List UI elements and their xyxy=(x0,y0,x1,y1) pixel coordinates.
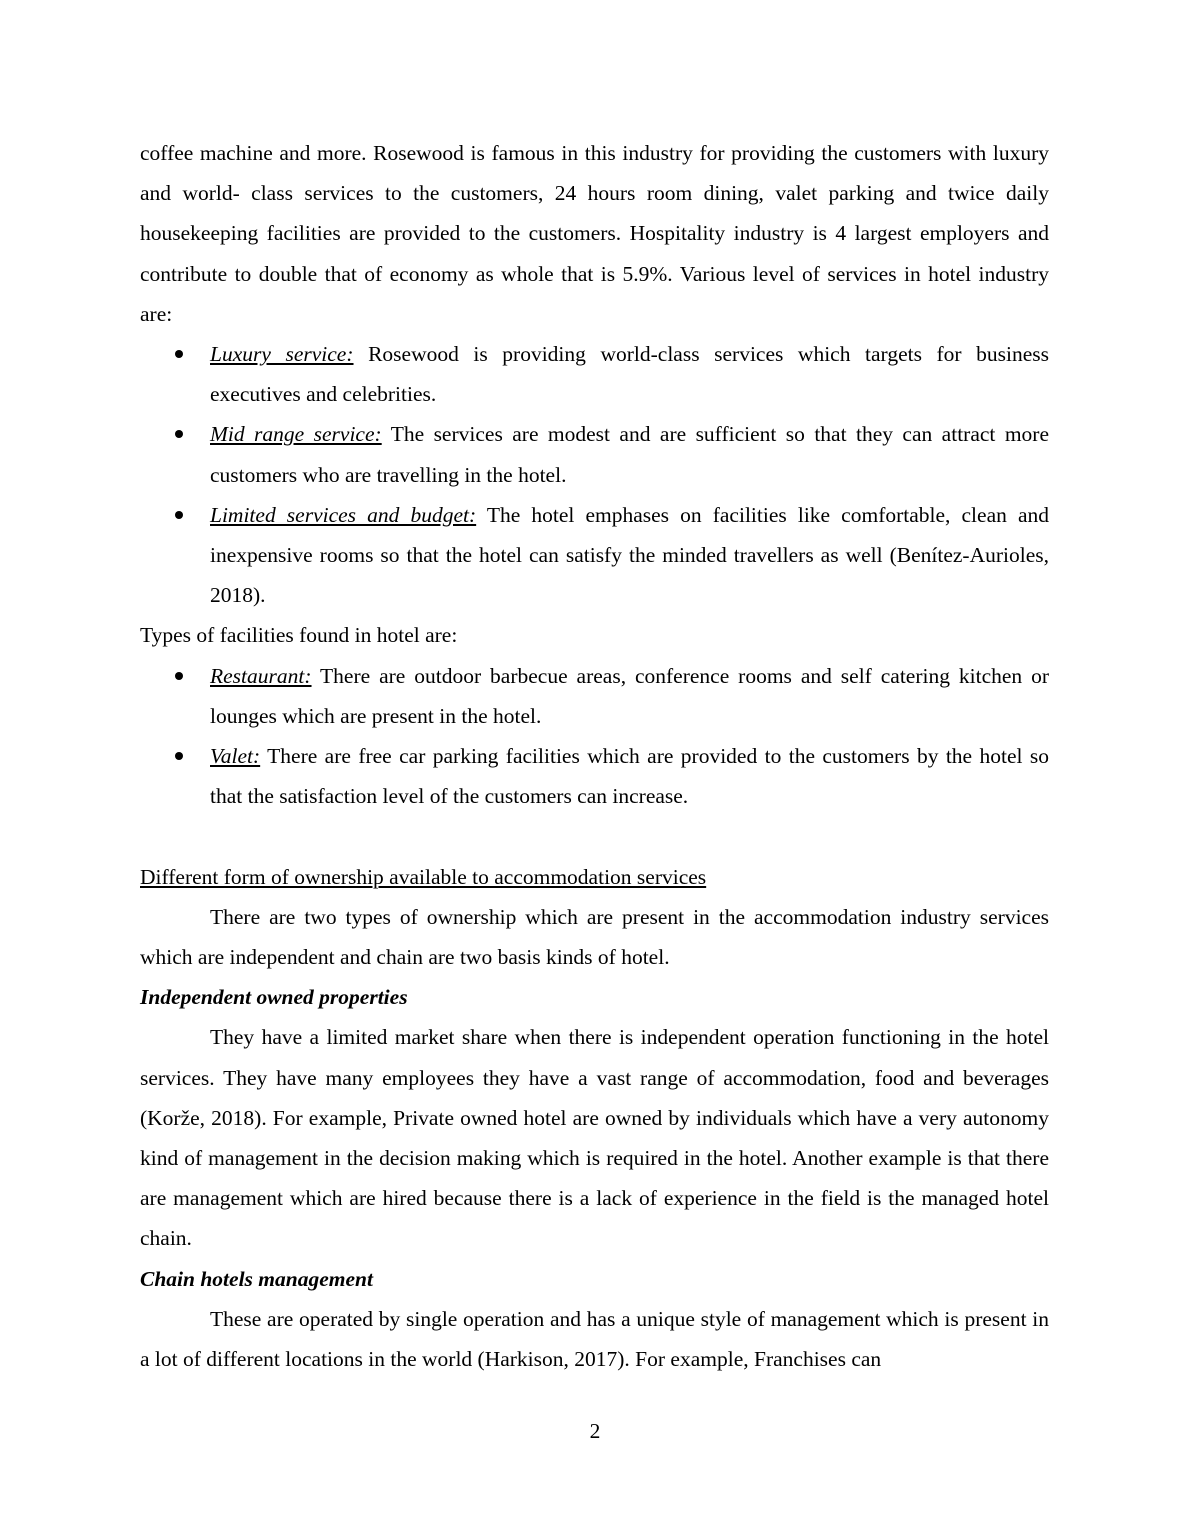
blank-line xyxy=(140,816,1049,856)
list-item-term: Limited services and budget: xyxy=(210,502,477,527)
list-item xyxy=(140,736,1049,816)
list-item-term: Luxury service: xyxy=(210,342,354,367)
independent-paragraph: They have a limited market share when there is independent operation functioning in the hotel services. They have many employees they have a vast range of accommodation, food and beverages (Korže, 2018). For example, Private owned hotel are owned by individuals which have a very autonomy kind of management in the decision making which is required in the hotel. Another example is that there are management which are hired because there is a lack of experience in the field is the managed hotel chain. xyxy=(140,1025,1049,1251)
list-item-text: There are free car parking facilities which are provided to the customers by the hotel so that the satisfaction level of the customers can increase. xyxy=(210,744,1049,809)
chain-heading: Chain hotels management xyxy=(140,1266,373,1291)
list-item-text: The services are modest and are sufficient so that they can attract more customers who are travelling in the hotel. xyxy=(210,422,1049,487)
page-number: 2 xyxy=(589,1419,601,1443)
bullet-icon xyxy=(175,511,183,519)
bullet-icon xyxy=(175,752,183,760)
list-item-text: Rosewood is providing world-class services which targets for business executives and celebrities. xyxy=(210,342,1050,407)
service-levels-list xyxy=(140,334,1049,615)
bullet-icon xyxy=(175,430,183,438)
list-item-text: The hotel emphases on facilities like comfortable, clean and inexpensive rooms so that the hotel can satisfy the minded travellers as well (Benítez-Aurioles, 2018). xyxy=(210,502,1049,608)
document-page xyxy=(140,133,1049,1379)
ownership-heading: Different form of ownership available to accommodation services xyxy=(140,864,707,889)
independent-heading: Independent owned properties xyxy=(140,985,408,1010)
bullet-icon xyxy=(175,672,183,680)
list-item xyxy=(140,414,1049,494)
list-item xyxy=(140,334,1049,414)
list-item-term: Mid range service: xyxy=(210,422,382,447)
list-item-text: There are outdoor barbecue areas, conference rooms and self catering kitchen or lounges which are present in the hotel. xyxy=(210,663,1049,728)
chain-paragraph: These are operated by single operation and has a unique style of management which is present in a lot of different locations in the world (Harkison, 2017). For example, Franchises can xyxy=(140,1306,1049,1372)
intro-paragraph: coffee machine and more. Rosewood is famous in this industry for providing the customers with luxury and world- class services to the customers, 24 hours room dining, valet parking and twice daily housekeeping facilities are provided to the customers. Hospitality industry is 4 largest employers and contribute to double that of economy as whole that is 5.9%. Various level of services in hotel industry are: xyxy=(140,141,1049,326)
list-item-term: Valet: xyxy=(210,744,261,769)
list-item xyxy=(140,495,1049,616)
facilities-list xyxy=(140,656,1049,817)
bullet-icon xyxy=(175,350,183,358)
list-item-term: Restaurant: xyxy=(210,663,312,688)
facilities-intro: Types of facilities found in hotel are: xyxy=(140,623,458,648)
ownership-paragraph: There are two types of ownership which are present in the accommodation industry services which are independent and chain are two basis kinds of hotel. xyxy=(140,904,1049,970)
list-item xyxy=(140,656,1049,736)
